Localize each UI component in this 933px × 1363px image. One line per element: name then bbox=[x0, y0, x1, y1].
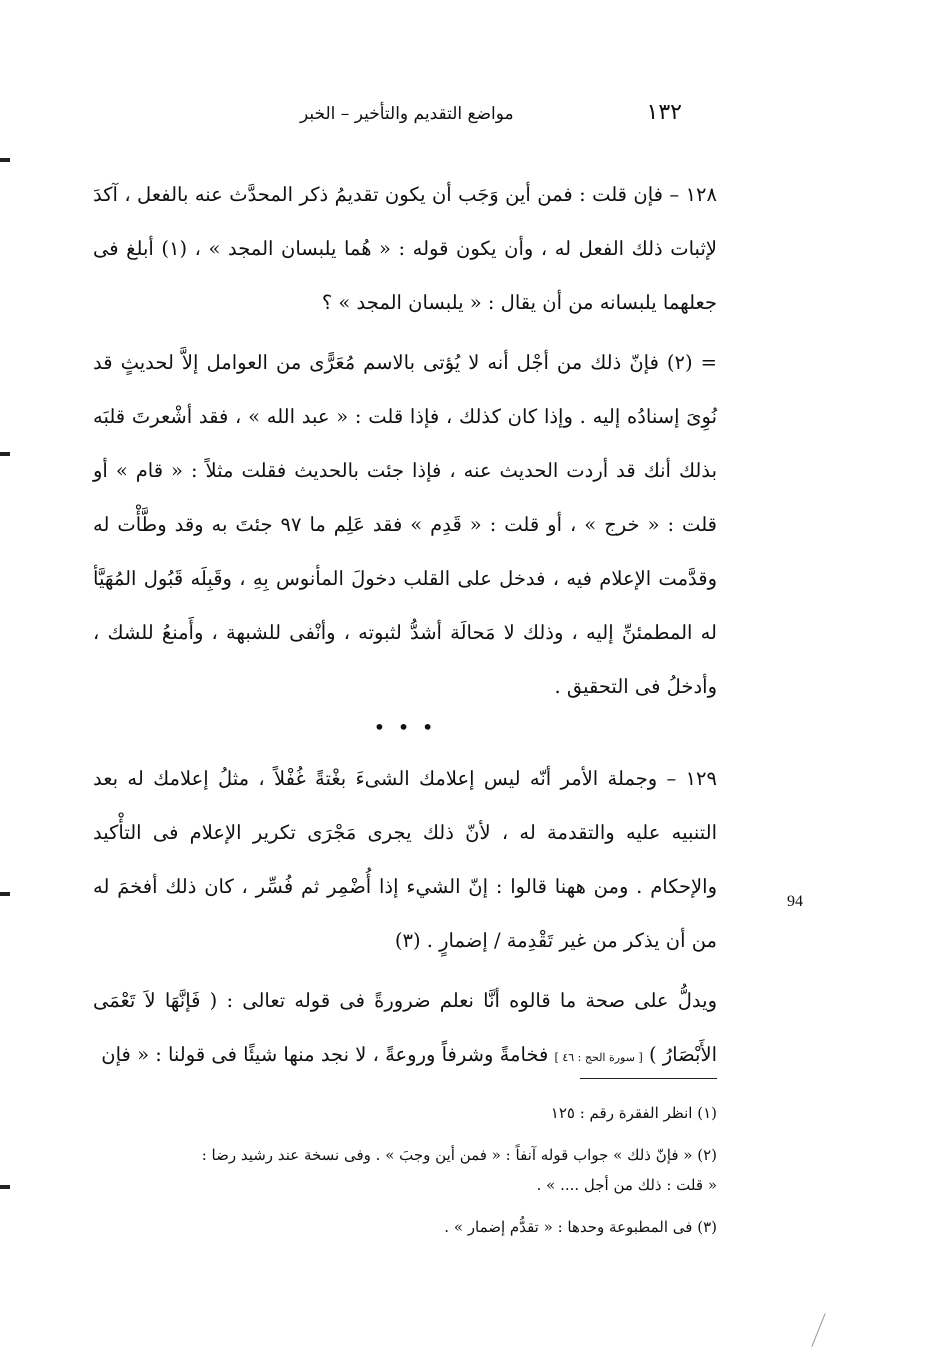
footnote-1: (١) انظر الفقرة رقم : ١٢٥ bbox=[550, 1104, 717, 1122]
scan-edge-mark bbox=[0, 892, 10, 896]
scan-edge-mark bbox=[0, 452, 10, 456]
paragraph-text: ويدلُّ على صحة ما قالوه أنَّا نعلم ضرورةً فى قوله تعالى : ( فَإنَّهَا لاَ تَعْمَى الأَبْصَارُ ) bbox=[93, 989, 717, 1066]
footnote-2: (٢) « فإنّ ذلك » جواب قوله آنفاً : « فمن أين وجبَ » . وفى نسخة عند رشيد رضا : bbox=[201, 1146, 717, 1164]
paragraph-quran-evidence bbox=[93, 974, 717, 1085]
scan-edge-mark bbox=[0, 1185, 10, 1189]
section-separator: • • • bbox=[373, 715, 437, 739]
running-title: مواضع التقديم والتأخير – الخبر bbox=[300, 104, 514, 124]
paragraph-129: ١٢٩ – وجملة الأمر أنّه ليس إعلامك الشىءَ بغْتةً غُفْلاً ، مثلُ إعلامك له بعد التنبيه عليه والتقدمة له ، لأنّ ذلك يجرى مَجْرَى تكرير الإعلام فى التأْكيد والإحكام . ومن ههنا قالوا : إنّ الشيء إذا أُضْمِر ثم فُسِّر ، كان ذلك أفخمَ له من أن يذكر من غير تَقْدِمة / إضمارٍ . (٣) bbox=[93, 767, 717, 952]
page-number: ١٣٢ bbox=[646, 100, 682, 125]
paragraph-text-continued: فخامةً وشرفاً وروعةً ، لا نجد منها شيئًا فى قولنا : « فإن bbox=[101, 1043, 555, 1066]
paragraph-128: ١٢٨ – فإن قلت : فمن أين وَجَب أن يكون تقديمُ ذكر المحدَّث عنه بالفعل ، آكدَ لإثبات ذلك الفعل له ، وأن يكون قوله : « هُما يلبسان المجد » ، (١) أبلغ فى جعلهما يلبسانه من أن يقال : « يلبسان المجد » ؟ bbox=[93, 183, 717, 314]
body-text bbox=[93, 168, 717, 1085]
footnote-divider bbox=[580, 1078, 717, 1079]
margin-page-reference: 94 bbox=[787, 893, 803, 910]
paragraph-answer: = (٢) فإنّ ذلك من أجْل أنه لا يُؤتى بالاسم مُعَرًّى من العوامل إلاَّ لحديثٍ قد نُوِىَ إسنادُه إليه . وإذا كان كذلك ، فإذا قلت : « عبد الله » ، فقد أشْعرتَ قلبَه بذلك أنك قد أردت الحديث عنه ، فإذا جئت بالحديث فقلت مثلاً : « قام » أو قلت : « خرج » ، أو قلت : « قَدِم » فقد عَلِم ما ٩٧ جئتَ به وقد وطَّأْت له وقدَّمت الإعلام فيه ، فدخل على القلب دخولَ المأنوس بِهِ ، وقَبِلَه قَبُول المُهَيَّأ له المطمئنِّ إليه ، وذلك لا مَحالَة أشدُّ لثبوته ، وأنْفى للشبهة ، وأَمنعُ للشك ، وأدخلُ فى التحقيق . bbox=[93, 351, 717, 698]
footnote-2-continued: « قلت : ذلك من أجل .... » . bbox=[536, 1176, 717, 1194]
surah-reference: [ سورة الحج : ٤٦ ] bbox=[554, 1051, 643, 1064]
page-header bbox=[300, 100, 682, 134]
pen-mark bbox=[811, 1313, 825, 1347]
footnote-3: (٣) فى المطبوعة وحدها : « تقدُّم إضمار » . bbox=[444, 1218, 717, 1236]
scan-edge-mark bbox=[0, 158, 10, 162]
footnotes bbox=[93, 1098, 717, 1242]
